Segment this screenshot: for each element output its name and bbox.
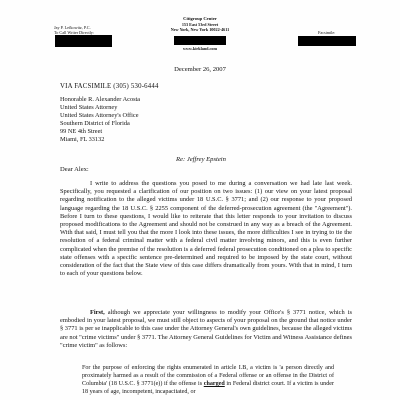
redaction-block	[298, 36, 356, 46]
sender-name: Jay P. Lefkowitz, P.C.	[54, 25, 91, 30]
recipient-line: United States Attorney	[60, 104, 118, 111]
paragraph-lead: First,	[90, 309, 105, 316]
quote-text-after: in Federal district court. If a victim is under 18 years of age, incompetent, incapacitated, or	[82, 381, 334, 395]
body-paragraph-1: I write to address the questions you posed to me during a conversation we had late last week. Specifically, you requested a clarification of our position on two issues: (1) our view on your latest proposal regarding notification to the alleged victims under 18 U.S.C. § 3771; and (2) our response to your proposed language regarding the 18 U.S.C. § 2255 component of the deferred-prosecution agreement (the "Agreement"). Before I turn to these questions, I would like to reiterate that this letter responds to your invitation to discuss proposed modifications to the Agreement and should not be construed in any way as a breach of the Agreement. With that said, I must tell you that the more I look into these issues, the more difficulties I see in trying to tie the resolution of a federal criminal matter with a federal civil matter involving minors, and this is even further complicated when the premise of the resolution is a deferred federal prosecution conditioned on a plea to specific state offenses with a specific sentence pre-determined and required to be imposed by the state court, without consideration of the fact that the State view of this case differs dramatically from yours. With that in mind, I turn to each of your questions below.	[60, 180, 352, 278]
re-subject: Jeffrey Epstein	[186, 156, 226, 163]
re-label: Re:	[176, 156, 186, 163]
re-line	[176, 156, 226, 163]
letter-date: December 26, 2007	[174, 66, 226, 73]
facsimile-label: Facsimile:	[318, 30, 336, 35]
body-paragraph-2	[60, 309, 352, 350]
letterhead-city: New York, New York 10022-4611	[170, 27, 230, 32]
delivery-method: VIA FACSIMILE (305) 530-6444	[60, 83, 159, 90]
quote-text-before: For the purpose of enforcing the rights enumerated in article I.B, a victim is 'a person directly and proximately harmed as a result of the commission of a Federal offense or an offense in the District of Columbia' (18 U.S.C. § 3771(e)) if the offense is	[82, 365, 334, 387]
quote-emphasis: charged	[203, 381, 225, 387]
block-quote	[82, 364, 334, 396]
recipient-line: 99 NE 4th Street	[60, 128, 103, 135]
salutation: Dear Alex:	[60, 166, 89, 173]
letterhead-street: 153 East 53rd Street	[181, 22, 219, 27]
paragraph-text: although we appreciate your willingness to modify your Office's § 3771 notice, which is embodied in your latest proposal, we must still object to aspects of your proposal on the ground that notice under § 3771 is per se inapplicable to this case under the Attorney General's own guidelines, because the alleged victims are not "crime victims" under § 3771. The Attorney General Guidelines for Victim and Witness Assistance defines "crime victim" as follows:	[60, 309, 352, 349]
letterhead-website: www.kirkland.com	[183, 46, 217, 51]
recipient-line: Honorable R. Alexander Acosta	[60, 96, 141, 103]
recipient-line: Miami, FL 33132	[60, 136, 105, 143]
recipient-line: Southern District of Florida	[60, 120, 130, 127]
letterhead-firm: Citigroup Center	[183, 16, 217, 21]
recipient-line: United States Attorney's Office	[60, 112, 139, 119]
sender-direct-dial-label: To Call Writer Directly:	[54, 30, 95, 35]
redaction-block	[174, 36, 226, 45]
